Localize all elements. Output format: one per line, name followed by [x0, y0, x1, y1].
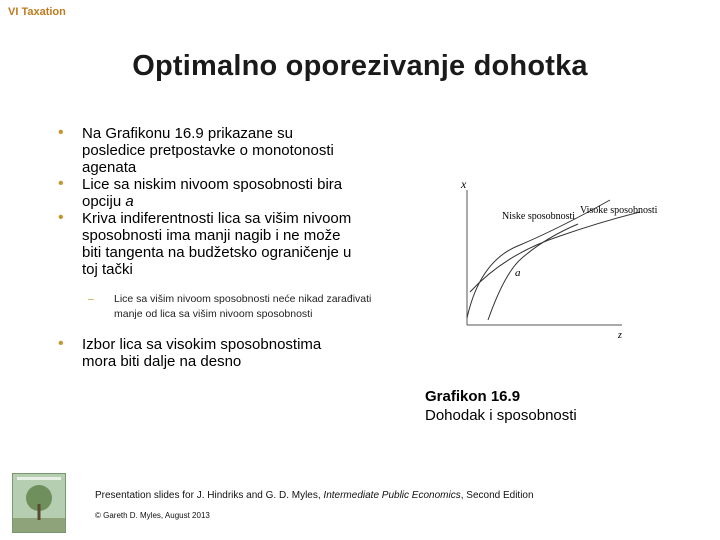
bullet-text: Izbor lica sa visokim sposobnostima mora biti dalje na desno: [82, 336, 322, 370]
book-cover-image: [12, 473, 66, 533]
dash-icon: –: [88, 293, 94, 305]
bullet-dot-icon: •: [58, 124, 64, 141]
tree-icon: [13, 474, 65, 532]
bullet-list: [58, 124, 372, 370]
sub-bullet-text: Lice sa višim nivoom sposobnosti neće nikad zarađivati manje od lica sa višim nivoom sposobnosti: [114, 293, 372, 320]
section-label: VI Taxation: [8, 6, 66, 18]
bullet-text: Kriva indiferentnosti lica sa višim nivoom sposobnosti ima manji nagib i ne može biti tangenta na budžetsko ograničenje u toj tački: [82, 210, 352, 278]
high-ability-label: Visoke sposobnosti: [580, 205, 658, 216]
figure-caption: [425, 387, 577, 425]
bullet-dot-icon: •: [58, 175, 64, 192]
footer-credit: [95, 490, 534, 501]
footer-copyright: © Gareth D. Myles, August 2013: [95, 511, 210, 520]
low-ability-label: Niske sposobnosti: [502, 211, 576, 222]
bullet-item: [58, 176, 358, 210]
slide-title: Optimalno oporezivanje dohotka: [132, 50, 588, 82]
y-axis-label: x: [461, 177, 467, 191]
bullet-text: Na Grafikonu 16.9 prikazane su posledice pretpostavke o monotonosti agenata: [82, 125, 334, 176]
sub-bullet-item: [58, 292, 384, 322]
budget-constraint-curve: [467, 200, 610, 318]
footer-suffix: , Second Edition: [460, 490, 534, 501]
bullet-item: [58, 336, 358, 370]
bullet-text: Lice sa niskim nivoom sposobnosti bira opciju a: [82, 176, 343, 210]
caption-title: Grafikon 16.9: [425, 388, 521, 405]
bullet-item: [58, 210, 358, 278]
x-axis-label: z: [618, 330, 622, 341]
high-ability-indifference-curve: [470, 212, 640, 292]
footer-book-title: Intermediate Public Economics: [323, 490, 461, 501]
bullet-item: [58, 125, 358, 176]
bullet-dot-icon: •: [58, 335, 64, 352]
low-ability-indifference-curve: [488, 224, 578, 320]
caption-subtitle: Dohodak i sposobnosti: [425, 407, 577, 424]
point-a-label: a: [515, 267, 521, 279]
bullet-dot-icon: •: [58, 209, 64, 226]
footer-prefix: Presentation slides for J. Hindriks and G. D. Myles,: [95, 490, 321, 501]
